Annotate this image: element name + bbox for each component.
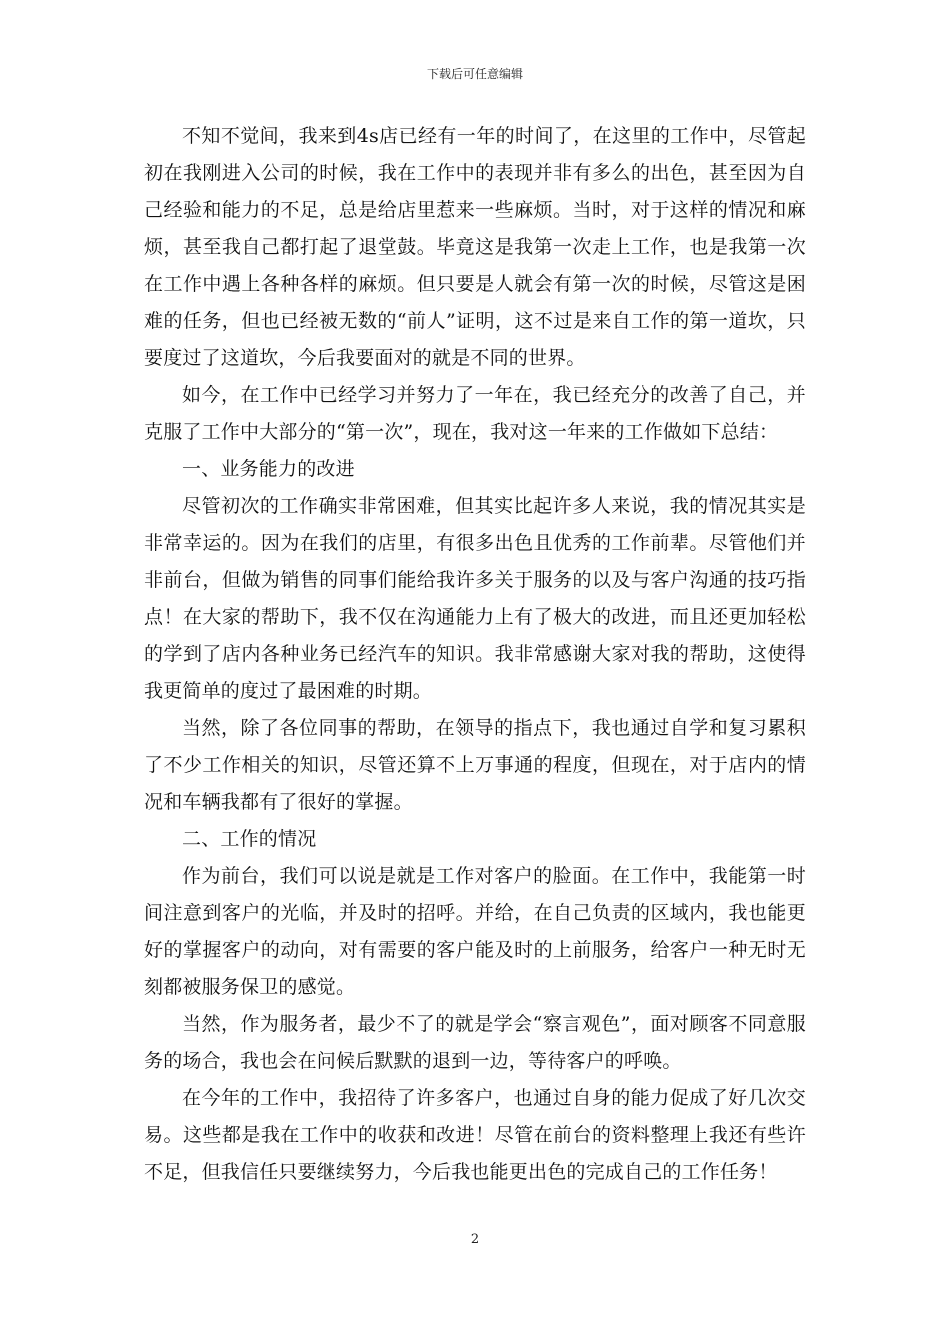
page-header: 下载后可任意编辑: [426, 67, 523, 81]
paragraph-summary-lead: 如今，在工作中已经学习并努力了一年在，我已经充分的改善了自己，并克服了工作中大部分的“第一次”，现在，我对这一年来的工作做如下总结：: [144, 384, 806, 443]
page-number: 2: [470, 1232, 480, 1247]
section-heading-work-situation: 二、工作的情况: [182, 828, 317, 850]
paragraph-achievements: 在今年的工作中，我招待了许多客户，也通过自身的能力促成了好几次交易。这些都是我在工作中的收获和改进！尽管在前台的资料整理上我还有些许不足，但我信任只要继续努力，今后我也能更出色的完成自己的工作任务！: [144, 1087, 806, 1183]
paragraph-observation: 当然，作为服务者，最少不了的就是学会“察言观色”，面对顾客不同意服务的场合，我也会在问候后默默的退到一边，等待客户的呼唤。: [144, 1013, 806, 1072]
section-heading-business-ability: 一、业务能力的改进: [182, 458, 355, 480]
paragraph-intro: 不知不觉间，我来到4s店已经有一年的时间了，在这里的工作中，尽管起初在我刚进入公司的时候，我在工作中的表现并非有多么的出色，甚至因为自己经验和能力的不足，总是给店里惹来一些麻烦。当时，对于这样的情况和麻烦，甚至我自己都打起了退堂鼓。毕竟这是我第一次走上工作，也是我第一次在工作中遇上各种各样的麻烦。但只要是人就会有第一次的时候，尽管这是困难的任务，但也已经被无数的“前人”证明，这不过是来自工作的第一道坎，只要度过了这道坎，今后我要面对的就是不同的世界。: [144, 125, 806, 369]
document-body: [144, 118, 806, 1191]
paragraph-front-desk: 作为前台，我们可以说是就是工作对客户的脸面。在工作中，我能第一时间注意到客户的光临，并及时的招呼。并给，在自己负责的区域内，我也能更好的掌握客户的动向，对有需要的客户能及时的上前服务，给客户一种无时无刻都被服务保卫的感觉。: [144, 865, 806, 998]
paragraph-self-study: 当然，除了各位同事的帮助，在领导的指点下，我也通过自学和复习累积了不少工作相关的知识，尽管还算不上万事通的程度，但现在，对于店内的情况和车辆我都有了很好的掌握。: [144, 717, 806, 813]
paragraph-business-ability: 尽管初次的工作确实非常困难，但其实比起许多人来说，我的情况其实是非常幸运的。因为在我们的店里，有很多出色且优秀的工作前辈。尽管他们并非前台，但做为销售的同事们能给我许多关于服务的以及与客户沟通的技巧指点！在大家的帮助下，我不仅在沟通能力上有了极大的改进，而且还更加轻松的学到了店内各种业务已经汽车的知识。我非常感谢大家对我的帮助，这使得我更简单的度过了最困难的时期。: [144, 495, 806, 702]
